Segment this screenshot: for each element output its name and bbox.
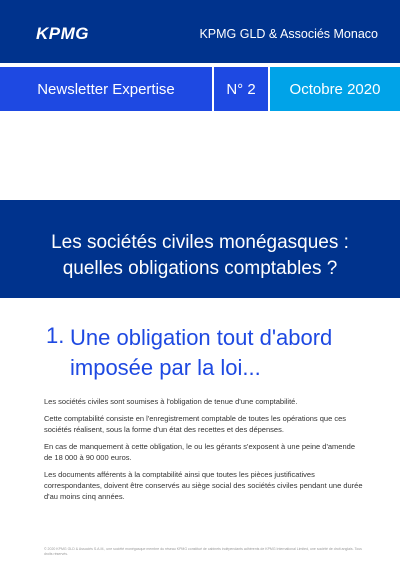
body-paragraph: En cas de manquement à cette obligation, le ou les gérants s'exposent à une peine d'amende de 18 000 à 90 000 euros.: [44, 442, 355, 462]
legal-footer: © 2020 KPMG GLD & Associés S.A.M., une société monégasque membre du réseau KPMG constitué de cabinets indépendants adhérents de KPMG International Limited, une société de droit anglais. Tous droits réservés.: [44, 547, 362, 556]
organization-name: KPMG GLD & Associés Monaco: [199, 27, 378, 41]
section-number: 1.: [46, 323, 65, 348]
header-band: [0, 0, 400, 63]
newsletter-series-label: Newsletter Expertise: [0, 67, 212, 111]
page-title-line-1: Les sociétés civiles monégasques :: [51, 232, 349, 253]
issue-date: Octobre 2020: [270, 67, 400, 111]
kpmg-logo: KPMG: [36, 24, 89, 43]
body-paragraph: Les documents afférents à la comptabilité ainsi que toutes les pièces justificatives correspondantes, doivent être conservés au siège social des sociétés civiles pendant une durée d'au moins cinq années.: [44, 470, 363, 501]
page-title-line-2: quelles obligations comptables ?: [62, 258, 338, 279]
body-paragraph: Cette comptabilité consiste en l'enregistrement comptable de toutes les opérations que ces sociétés réalisent, sous la forme d'un état des recettes et des dépenses.: [44, 414, 347, 434]
body-paragraph: Les sociétés civiles sont soumises à l'obligation de tenue d'une comptabilité.: [44, 397, 298, 406]
issue-number: N° 2: [214, 67, 268, 111]
section-title: Une obligation tout d'abord imposée par la loi...: [70, 325, 333, 380]
newsletter-meta-bar: [0, 67, 400, 111]
